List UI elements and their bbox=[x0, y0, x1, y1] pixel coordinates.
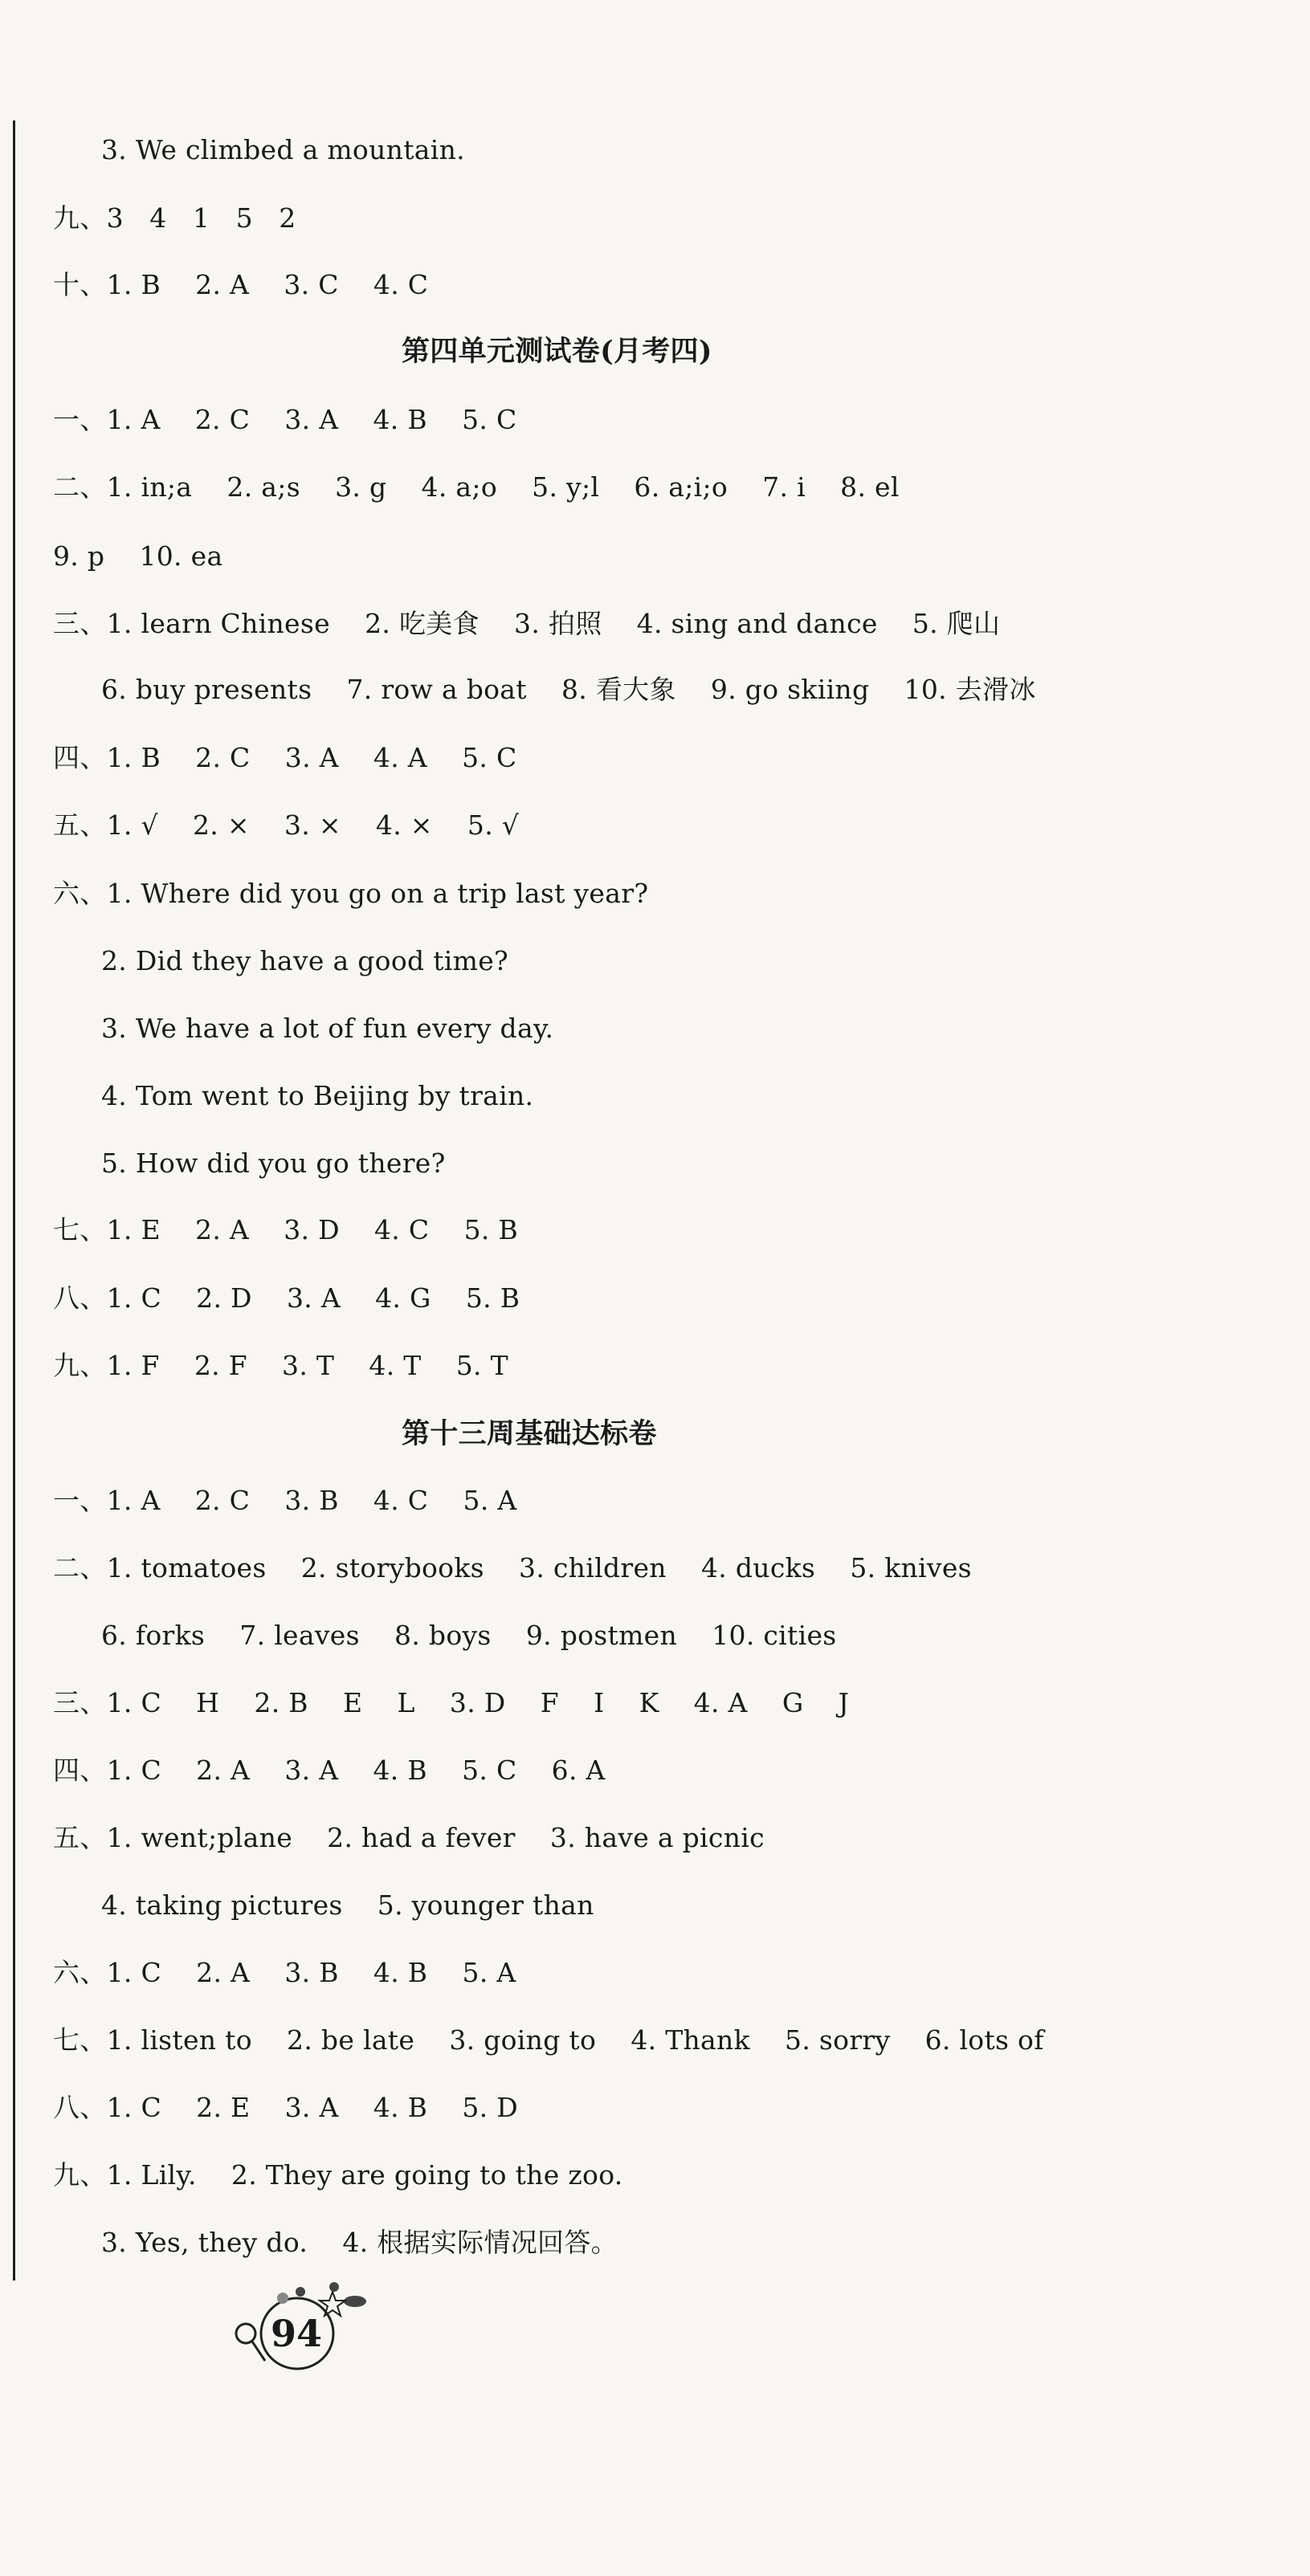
answer-line: 3. Yes, they do. 4. 根据实际情况回答。 bbox=[101, 2227, 618, 2258]
answer-line: 八、1. C 2. E 3. A 4. B 5. D bbox=[53, 2092, 518, 2123]
answer-line: 2. Did they have a good time? bbox=[101, 945, 509, 976]
answer-line: 4. taking pictures 5. younger than bbox=[101, 1889, 594, 1921]
answer-line: 一、1. A 2. C 3. A 4. B 5. C bbox=[53, 404, 517, 435]
page-number: 94 bbox=[270, 2312, 322, 2355]
section-heading: 第十三周基础达标卷 bbox=[402, 1417, 657, 1450]
answer-line: 9. p 10. ea bbox=[53, 540, 223, 572]
answer-line: 六、1. Where did you go on a trip last year? bbox=[53, 878, 649, 909]
answer-line: 二、1. in;a 2. a;s 3. g 4. a;o 5. y;l 6. a;i;o 7. i 8. el bbox=[53, 471, 900, 503]
answer-line: 3. We have a lot of fun every day. bbox=[101, 1013, 554, 1044]
answer-line: 八、1. C 2. D 3. A 4. G 5. B bbox=[53, 1282, 520, 1314]
answer-line: 三、1. learn Chinese 2. 吃美食 3. 拍照 4. sing and dance 5. 爬山 bbox=[53, 608, 1001, 639]
page-number-badge bbox=[233, 2280, 361, 2377]
answer-line: 九、1. F 2. F 3. T 4. T 5. T bbox=[53, 1350, 508, 1381]
answer-line: 四、1. B 2. C 3. A 4. A 5. C bbox=[53, 742, 517, 773]
answer-line: 九、3 4 1 5 2 bbox=[53, 202, 296, 234]
answer-line: 3. We climbed a mountain. bbox=[101, 134, 465, 165]
answer-line: 5. How did you go there? bbox=[101, 1147, 446, 1179]
answer-line: 三、1. C H 2. B E L 3. D F I K 4. A G J bbox=[53, 1687, 850, 1718]
answer-line: 四、1. C 2. A 3. A 4. B 5. C 6. A bbox=[53, 1755, 606, 1786]
answer-line: 二、1. tomatoes 2. storybooks 3. children 4. ducks 5. knives bbox=[53, 1552, 972, 1584]
answer-line: 七、1. listen to 2. be late 3. going to 4. Thank 5. sorry 6. lots of bbox=[53, 2024, 1044, 2056]
answer-line: 4. Tom went to Beijing by train. bbox=[101, 1080, 534, 1111]
answer-line: 九、1. Lily. 2. They are going to the zoo. bbox=[53, 2159, 623, 2191]
answer-line: 一、1. A 2. C 3. B 4. C 5. A bbox=[53, 1485, 517, 1516]
section-heading: 第四单元测试卷(月考四) bbox=[402, 335, 712, 368]
answer-line: 七、1. E 2. A 3. D 4. C 5. B bbox=[53, 1214, 518, 1245]
answer-line: 五、1. went;plane 2. had a fever 3. have a picnic bbox=[53, 1822, 765, 1853]
margin-rule bbox=[13, 120, 15, 2280]
answer-line: 五、1. √ 2. × 3. × 4. × 5. √ bbox=[53, 809, 520, 841]
answer-line: 6. buy presents 7. row a boat 8. 看大象 9. go skiing 10. 去滑冰 bbox=[101, 674, 1036, 705]
answer-line: 十、1. B 2. A 3. C 4. C bbox=[53, 269, 429, 300]
answer-line: 六、1. C 2. A 3. B 4. B 5. A bbox=[53, 1957, 516, 1988]
answer-line: 6. forks 7. leaves 8. boys 9. postmen 10. cities bbox=[101, 1620, 837, 1651]
